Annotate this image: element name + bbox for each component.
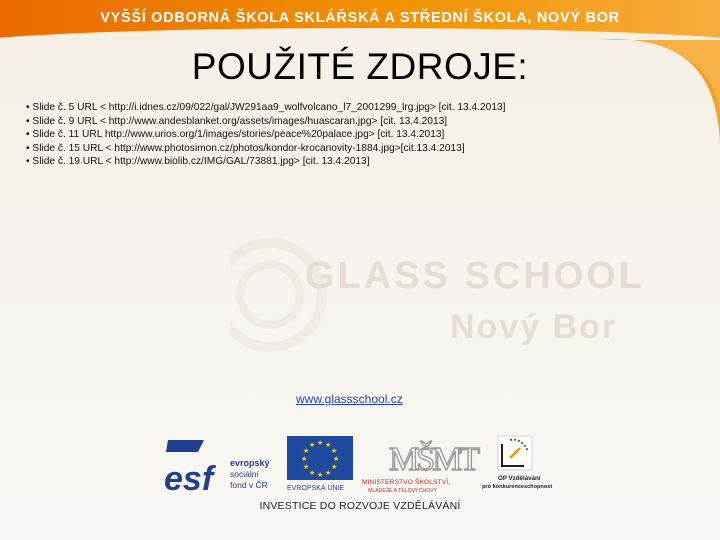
svg-text:★: ★ (317, 439, 324, 447)
watermark-line1: GLASS SCHOOL (305, 255, 646, 297)
website-link[interactable]: www.glassschool.cz (296, 392, 403, 406)
svg-text:★: ★ (331, 447, 338, 455)
op-caption-1: OP Vzdělávání (498, 475, 541, 482)
logo-strip (162, 432, 562, 494)
svg-text:★: ★ (331, 463, 338, 471)
eu-caption: EVROPSKÁ UNIE (287, 485, 345, 492)
svg-text:★: ★ (303, 463, 310, 471)
source-item: • Slide č. 15 URL < http://www.photosimon.cz/photos/kondor-krocanovity-1884.jpg>[cit.13.4.2013] (26, 142, 706, 156)
msmt-caption-1: MINISTERSTVO ŠKOLSTVÍ, (362, 479, 450, 486)
watermark-line2: Nový Bor (450, 308, 618, 346)
source-item: • Slide č. 5 URL < http://i.idnes.cz/09/022/gal/JW291aa9_wolfvolcano_l7_2001299_lrg.jpg> [cit. 13.4.2013] (26, 101, 706, 115)
esf-caption-1: evropský (230, 458, 270, 468)
esf-caption-2: sociální (230, 469, 259, 479)
op-logo (482, 436, 552, 490)
svg-text:★: ★ (309, 441, 316, 449)
svg-text:★: ★ (303, 447, 310, 455)
svg-text:★: ★ (325, 469, 332, 477)
svg-text:★: ★ (325, 441, 332, 449)
esf-caption-3: fond v ČR (230, 480, 268, 490)
eu-flag-logo (287, 436, 353, 492)
page-title: POUŽITÉ ZDROJE: (191, 46, 529, 87)
source-item: • Slide č. 19 URL < http://www.biolib.cz/IMG/GAL/73881.jpg> [cit. 13.4.2013] (26, 155, 706, 169)
svg-text:★: ★ (301, 455, 308, 463)
op-caption-2: pro konkurenceschopnost (482, 484, 553, 490)
svg-text:★: ★ (333, 455, 340, 463)
esf-text: esf (164, 460, 214, 494)
svg-text:★: ★ (317, 471, 324, 479)
msmt-caption-2: MLÁDEŽE A TĚLOVÝCHOVY (368, 488, 438, 494)
msmt-text: MŠMT (389, 441, 478, 478)
source-item: • Slide č. 9 URL < http://www.andesblanket.org/assets/images/huascaran.jpg> [cit. 13.4.2013] (26, 115, 706, 129)
svg-text:★: ★ (309, 469, 316, 477)
source-item: • Slide č. 11 URL http://www.urios.org/1/images/stories/peace%20palace.jpg> [cit. 13.4.2013] (26, 128, 706, 142)
footer-text: INVESTICE DO ROZVOJE VZDĚLÁVÁNÍ (259, 500, 461, 512)
esf-logo (164, 440, 270, 494)
msmt-logo (362, 440, 480, 494)
glass-school-watermark (230, 220, 710, 360)
school-name: VYŠŠÍ ODBORNÁ ŠKOLA SKLÁŘSKÁ A STŘEDNÍ ŠKOLA, NOVÝ BOR (100, 10, 620, 26)
sources-list (26, 101, 706, 169)
